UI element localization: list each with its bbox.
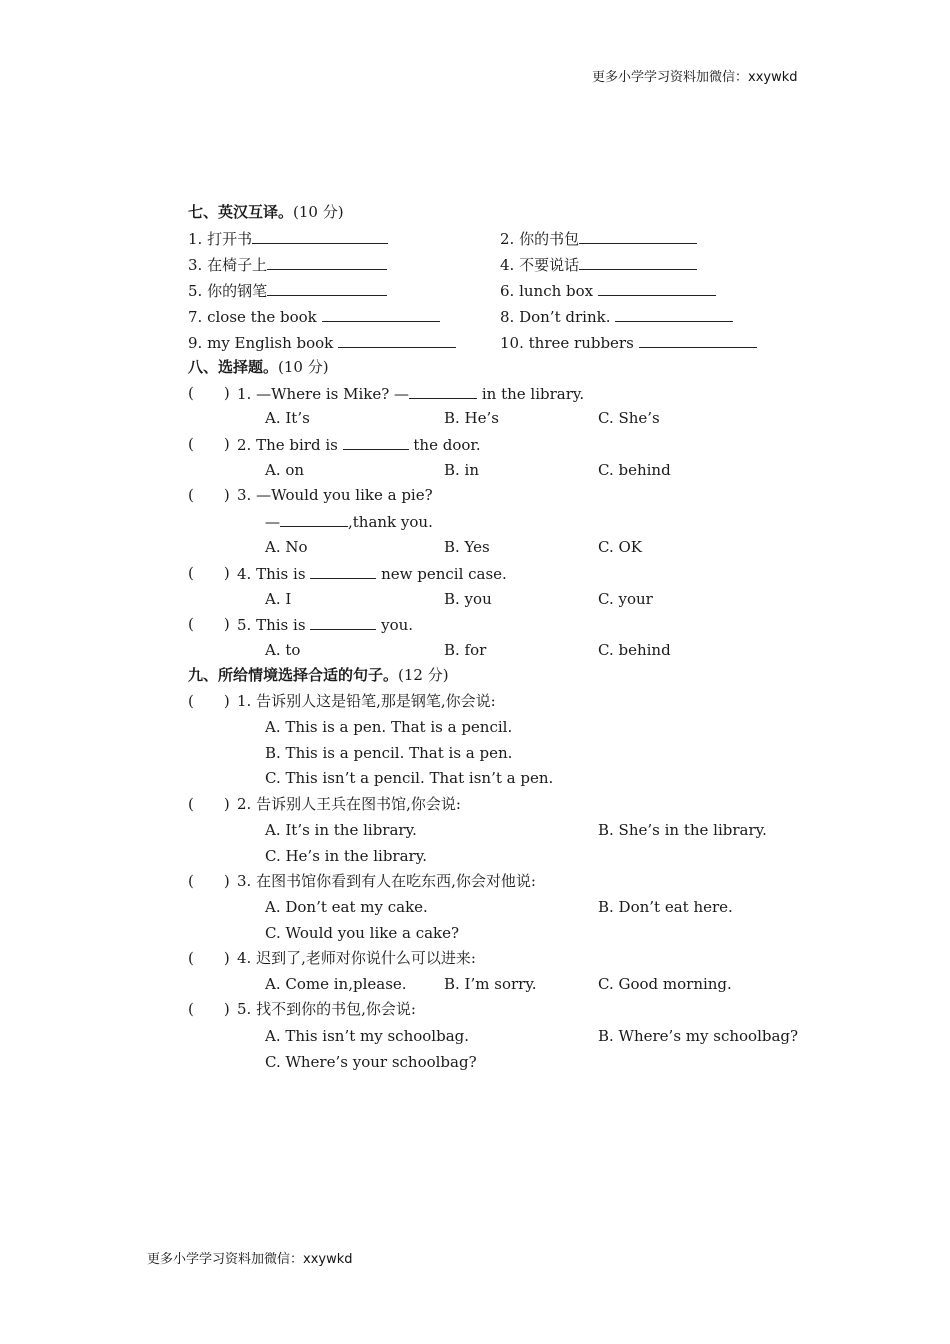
footer-note: 更多小学学习资料加微信：xxywkd xyxy=(147,1252,353,1267)
item-text: 你的书包 xyxy=(519,230,580,248)
option[interactable]: A. It’s in the library. xyxy=(265,821,417,839)
item-num: 7. xyxy=(188,308,203,326)
s7-item-2 xyxy=(500,228,697,249)
item-text: lunch box xyxy=(519,282,594,300)
s9-q5-stem xyxy=(237,999,416,1019)
item-num: 3. xyxy=(188,256,203,274)
option[interactable]: C. She’s xyxy=(598,409,660,427)
option[interactable]: C. OK xyxy=(598,538,642,556)
header-note: 更多小学学习资料加微信：xxywkd xyxy=(592,70,798,85)
answer-paren[interactable]: ( ) xyxy=(188,564,230,582)
option[interactable]: A. It’s xyxy=(265,409,310,427)
stem-text: 在图书馆你看到有人在吃东西,你会对他说: xyxy=(256,872,536,890)
stem-text: — xyxy=(265,513,280,531)
item-num: 8. xyxy=(500,308,515,326)
answer-blank[interactable] xyxy=(639,332,757,348)
s8-q3-stem xyxy=(237,485,433,505)
item-text: 在椅子上 xyxy=(207,256,268,274)
option[interactable]: A. No xyxy=(265,538,308,556)
option[interactable]: B. in xyxy=(444,461,480,479)
s7-item-3 xyxy=(188,254,387,275)
s9-q3-stem xyxy=(237,871,536,891)
stem-text: The bird is xyxy=(256,436,338,454)
answer-blank[interactable] xyxy=(310,614,376,630)
section7-title: 七、英汉互译。 xyxy=(188,203,294,221)
s7-item-5 xyxy=(188,280,387,301)
option[interactable]: A. This is a pen. That is a pencil. xyxy=(265,718,513,736)
question-num: 5. xyxy=(237,1000,252,1018)
item-num: 5. xyxy=(188,282,203,300)
option[interactable]: C. This isn’t a pencil. That isn’t a pen. xyxy=(265,769,554,787)
item-num: 4. xyxy=(500,256,515,274)
answer-blank[interactable] xyxy=(322,306,440,322)
section7-heading xyxy=(188,202,344,222)
item-num: 1. xyxy=(188,230,203,248)
answer-blank[interactable] xyxy=(267,280,387,296)
s8-q2-stem xyxy=(237,434,481,455)
answer-paren[interactable]: ( ) xyxy=(188,615,230,633)
item-text: 不要说话 xyxy=(519,256,580,274)
stem-text: in the library. xyxy=(481,385,585,403)
stem-text: 告诉别人王兵在图书馆,你会说: xyxy=(256,795,461,813)
s8-q3-line2 xyxy=(265,511,433,532)
s7-item-10 xyxy=(500,332,757,353)
answer-blank[interactable] xyxy=(280,511,348,527)
answer-paren[interactable]: ( ) xyxy=(188,795,230,813)
item-text: my English book xyxy=(207,334,334,352)
option[interactable]: C. behind xyxy=(598,461,671,479)
answer-paren[interactable]: ( ) xyxy=(188,486,230,504)
stem-text: This is xyxy=(256,565,306,583)
option[interactable]: A. to xyxy=(265,641,301,659)
answer-blank[interactable] xyxy=(252,228,388,244)
s7-item-8 xyxy=(500,306,733,327)
stem-text: —Would you like a pie? xyxy=(256,486,433,504)
item-num: 2. xyxy=(500,230,515,248)
item-text: Don’t drink. xyxy=(519,308,611,326)
answer-paren[interactable]: ( ) xyxy=(188,435,230,453)
stem-text: 找不到你的书包,你会说: xyxy=(256,1000,416,1018)
question-num: 1. xyxy=(237,692,252,710)
question-num: 4. xyxy=(237,565,252,583)
section8-title: 八、选择题。 xyxy=(188,358,279,376)
option[interactable]: B. Don’t eat here. xyxy=(598,898,733,916)
option[interactable]: C. Where’s your schoolbag? xyxy=(265,1053,477,1071)
option[interactable]: A. This isn’t my schoolbag. xyxy=(265,1027,470,1045)
stem-text: 告诉别人这是铅笔,那是钢笔,你会说: xyxy=(256,692,496,710)
item-num: 9. xyxy=(188,334,203,352)
section9-title: 九、所给情境选择合适的句子。 xyxy=(188,666,399,684)
option[interactable]: C. behind xyxy=(598,641,671,659)
option[interactable]: A. Come in,please. xyxy=(265,975,407,993)
answer-paren[interactable]: ( ) xyxy=(188,872,230,890)
option[interactable]: C. He’s in the library. xyxy=(265,847,427,865)
s7-item-6 xyxy=(500,280,716,301)
answer-blank[interactable] xyxy=(579,254,697,270)
answer-paren[interactable]: ( ) xyxy=(188,692,230,710)
s9-q2-stem xyxy=(237,794,461,814)
item-num: 6. xyxy=(500,282,515,300)
question-num: 5. xyxy=(237,616,252,634)
section9-heading xyxy=(188,665,449,685)
question-num: 2. xyxy=(237,795,252,813)
question-num: 3. xyxy=(237,486,252,504)
s7-item-4 xyxy=(500,254,697,275)
item-text: 你的钢笔 xyxy=(207,282,268,300)
s8-q5-stem xyxy=(237,614,413,635)
section7-points: (10 分) xyxy=(293,203,344,221)
section9-points: (12 分) xyxy=(398,666,449,684)
answer-blank[interactable] xyxy=(343,434,409,450)
option[interactable]: B. He’s xyxy=(444,409,499,427)
question-num: 4. xyxy=(237,949,252,967)
stem-text: This is xyxy=(256,616,306,634)
item-text: 打开书 xyxy=(207,230,253,248)
section8-points: (10 分) xyxy=(278,358,329,376)
question-num: 2. xyxy=(237,436,252,454)
option[interactable]: C. your xyxy=(598,590,653,608)
s7-item-1 xyxy=(188,228,388,249)
answer-blank[interactable] xyxy=(338,332,456,348)
answer-blank[interactable] xyxy=(409,383,477,399)
answer-blank[interactable] xyxy=(310,563,376,579)
answer-blank[interactable] xyxy=(579,228,697,244)
option[interactable]: B. This is a pencil. That is a pen. xyxy=(265,744,513,762)
option[interactable]: B. for xyxy=(444,641,487,659)
option[interactable]: A. on xyxy=(265,461,305,479)
option[interactable]: B. Yes xyxy=(444,538,490,556)
section8-heading xyxy=(188,357,329,377)
s8-q1-stem xyxy=(237,383,584,404)
answer-paren[interactable]: ( ) xyxy=(188,384,230,402)
s8-q4-stem xyxy=(237,563,507,584)
s9-q4-stem xyxy=(237,948,476,968)
stem-text: you. xyxy=(381,616,414,634)
option[interactable]: B. She’s in the library. xyxy=(598,821,767,839)
stem-text: the door. xyxy=(413,436,481,454)
option[interactable]: C. Would you like a cake? xyxy=(265,924,460,942)
stem-text: 迟到了,老师对你说什么可以进来: xyxy=(256,949,476,967)
option[interactable]: A. I xyxy=(265,590,292,608)
stem-text: new pencil case. xyxy=(381,565,507,583)
answer-blank[interactable] xyxy=(615,306,733,322)
option[interactable]: C. Good morning. xyxy=(598,975,732,993)
question-num: 1. xyxy=(237,385,252,403)
answer-blank[interactable] xyxy=(267,254,387,270)
item-text: three rubbers xyxy=(528,334,634,352)
stem-text: ,thank you. xyxy=(348,513,433,531)
answer-paren[interactable]: ( ) xyxy=(188,949,230,967)
item-num: 10. xyxy=(500,334,524,352)
option[interactable]: B. you xyxy=(444,590,492,608)
option[interactable]: B. Where’s my schoolbag? xyxy=(598,1027,799,1045)
s9-q1-stem xyxy=(237,691,496,711)
s7-item-7 xyxy=(188,306,440,327)
stem-text: —Where is Mike? — xyxy=(256,385,410,403)
item-text: close the book xyxy=(207,308,317,326)
s7-item-9 xyxy=(188,332,456,353)
answer-blank[interactable] xyxy=(598,280,716,296)
option[interactable]: B. I’m sorry. xyxy=(444,975,537,993)
question-num: 3. xyxy=(237,872,252,890)
answer-paren[interactable]: ( ) xyxy=(188,1000,230,1018)
option[interactable]: A. Don’t eat my cake. xyxy=(265,898,428,916)
